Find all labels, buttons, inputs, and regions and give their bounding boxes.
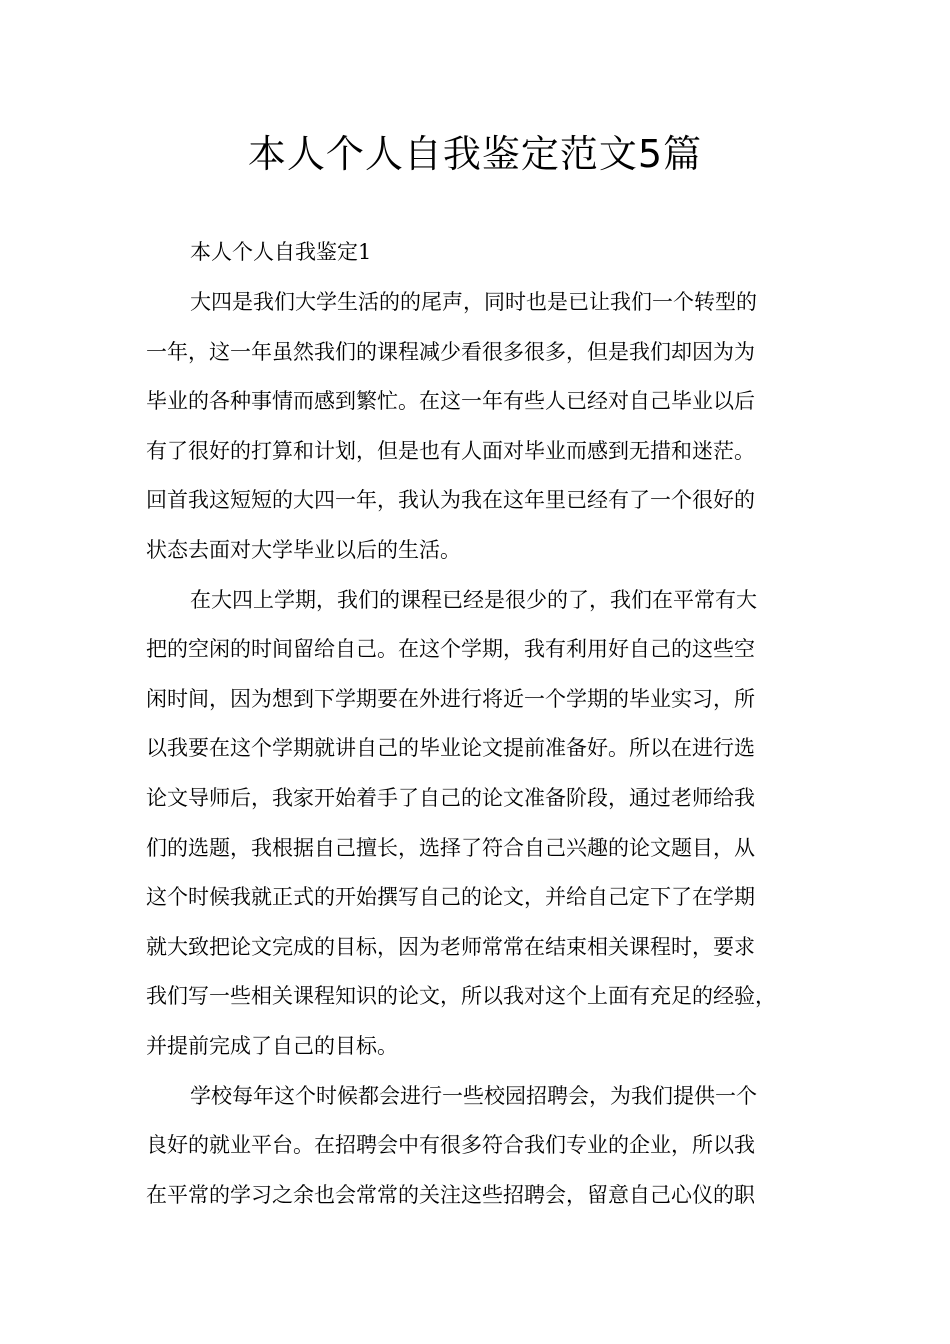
paragraph-line: 并提前完成了自己的目标。 [146, 1034, 398, 1058]
paragraph-line: 有了很好的打算和计划，但是也有人面对毕业而感到无措和迷茫。 [146, 439, 755, 463]
paragraph-line: 闲时间，因为想到下学期要在外进行将近一个学期的毕业实习，所 [146, 687, 755, 711]
paragraph-line: 在平常的学习之余也会常常的关注这些招聘会，留意自己心仪的职 [146, 1183, 755, 1207]
paragraph-line: 学校每年这个时候都会进行一些校园招聘会，为我们提供一个 [190, 1084, 757, 1108]
paragraph-line: 回首我这短短的大四一年，我认为我在这年里已经有了一个很好的 [146, 488, 755, 512]
paragraph-line: 毕业的各种事情而感到繁忙。在这一年有些人已经对自己毕业以后 [146, 389, 755, 413]
paragraph-line: 这个时候我就正式的开始撰写自己的论文，并给自己定下了在学期 [146, 885, 755, 909]
paragraph-line: 就大致把论文完成的目标，因为老师常常在结束相关课程时，要求 [146, 935, 755, 959]
paragraph-line: 我们写一些相关课程知识的论文，所以我对这个上面有充足的经验， [146, 984, 776, 1008]
paragraph-line: 一年，这一年虽然我们的课程减少看很多很多，但是我们却因为为 [146, 340, 755, 364]
paragraph-line: 把的空闲的时间留给自己。在这个学期，我有利用好自己的这些空 [146, 637, 755, 661]
document-title: 本人个人自我鉴定范文5篇 [247, 132, 703, 176]
paragraph-line: 们的选题，我根据自己擅长，选择了符合自己兴趣的论文题目，从 [146, 836, 755, 860]
paragraph-line: 在大四上学期，我们的课程已经是很少的了，我们在平常有大 [190, 588, 757, 612]
paragraph-line: 以我要在这个学期就讲自己的毕业论文提前准备好。所以在进行选 [146, 736, 755, 760]
paragraph-line: 论文导师后，我家开始着手了自己的论文准备阶段，通过老师给我 [146, 786, 755, 810]
paragraph-line: 良好的就业平台。在招聘会中有很多符合我们专业的企业，所以我 [146, 1133, 755, 1157]
section-heading: 本人个人自我鉴定1 [190, 240, 372, 264]
paragraph-line: 大四是我们大学生活的的尾声，同时也是已让我们一个转型的 [190, 290, 757, 314]
paragraph-line: 状态去面对大学毕业以后的生活。 [146, 538, 461, 562]
